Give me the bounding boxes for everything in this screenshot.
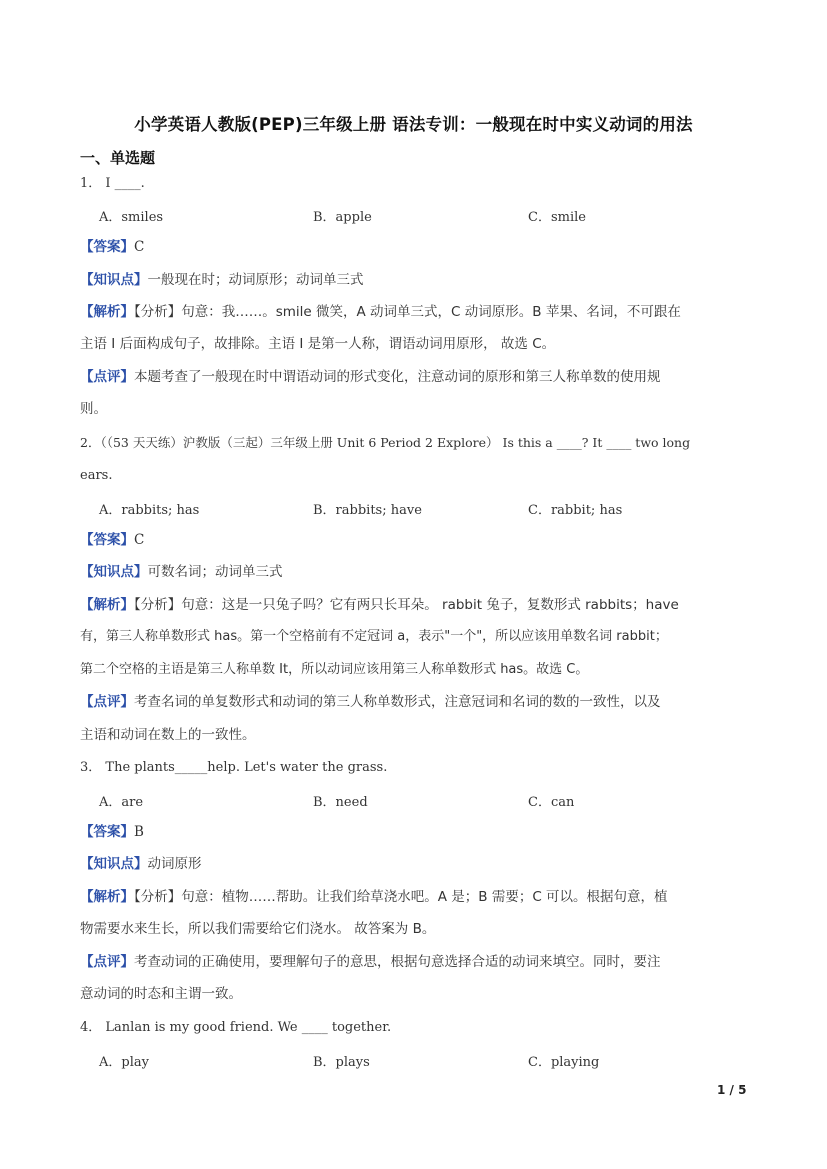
question-3-comment-cont: 意动词的时态和主谓一致。 xyxy=(80,986,242,1002)
question-4-option-c: C．playing xyxy=(528,1055,600,1070)
knowledge-point-label: 【知识点】 xyxy=(80,564,148,580)
answer-label: 【答案】 xyxy=(80,532,134,548)
comment-label: 【点评】 xyxy=(80,369,134,385)
analysis-label: 【解析】 xyxy=(80,597,134,613)
question-3-answer xyxy=(80,822,750,842)
question-2-option-b: B．rabbits; have xyxy=(313,503,422,518)
analysis-text: 【分析】句意：我……。smile 微笑，A 动词单三式，C 动词原形。B 苹果、名词，不可跟在 xyxy=(134,304,681,320)
question-3-knowledge-point xyxy=(80,854,750,874)
question-3-option-a: A．are xyxy=(99,795,144,810)
comment-label: 【点评】 xyxy=(80,954,134,970)
question-3-option-b: B．need xyxy=(313,795,368,810)
question-4-option-a: A．play xyxy=(99,1055,149,1070)
knowledge-point-label: 【知识点】 xyxy=(80,856,148,872)
knowledge-point-label: 【知识点】 xyxy=(80,272,148,288)
question-2-analysis-cont-2: 第二个空格的主语是第三人称单数 It，所以动词应该用第三人称单数形式 has。故选 C。 xyxy=(80,662,589,677)
analysis-label: 【解析】 xyxy=(80,304,134,320)
question-1-analysis-cont: 主语 I 后面构成句子，故排除。主语 I 是第一人称，谓语动词用原形， 故选 C。 xyxy=(80,336,556,352)
answer-value: C xyxy=(134,239,145,255)
question-1-option-a: A．smiles xyxy=(99,210,164,225)
question-1-analysis xyxy=(80,302,750,322)
question-1-stem: 1． I ____. xyxy=(80,176,145,191)
knowledge-point-text: 动词原形 xyxy=(147,856,202,872)
question-2-comment xyxy=(80,692,750,712)
question-2-analysis xyxy=(80,595,750,615)
analysis-label: 【解析】 xyxy=(80,889,134,905)
question-2-answer xyxy=(80,530,750,550)
knowledge-point-text: 一般现在时；动词原形；动词单三式 xyxy=(147,272,364,288)
question-2-option-c: C．rabbit; has xyxy=(528,503,623,518)
question-1-comment-cont: 则。 xyxy=(80,401,107,417)
analysis-text: 【分析】句意：这是一只兔子吗？它有两只长耳朵。 rabbit 兔子，复数形式 rabbits；have xyxy=(134,597,679,613)
question-1-option-b: B．apple xyxy=(313,210,372,225)
comment-text: 考查动词的正确使用，要理解句子的意思，根据句意选择合适的动词来填空。同时，要注 xyxy=(134,954,661,970)
question-3-analysis-cont: 物需要水来生长，所以我们需要给它们浇水。 故答案为 B。 xyxy=(80,921,436,937)
answer-label: 【答案】 xyxy=(80,824,134,840)
question-4-stem: 4． Lanlan is my good friend. We ____ together. xyxy=(80,1020,392,1035)
question-2-analysis-cont: 有，第三人称单数形式 has。第一个空格前有不定冠词 a，表示"一个"，所以应该用单数名词 rabbit； xyxy=(80,629,668,644)
question-3-analysis xyxy=(80,887,750,907)
question-3-option-c: C．can xyxy=(528,795,575,810)
knowledge-point-text: 可数名词；动词单三式 xyxy=(147,564,283,580)
question-2-knowledge-point xyxy=(80,562,750,582)
section-heading: 一、单选题 xyxy=(80,149,156,167)
answer-value: C xyxy=(134,532,145,548)
answer-label: 【答案】 xyxy=(80,239,134,255)
answer-value: B xyxy=(134,824,144,840)
question-2-comment-cont: 主语和动词在数上的一致性。 xyxy=(80,727,256,743)
page-number: 1 / 5 xyxy=(717,1083,747,1097)
question-3-comment xyxy=(80,952,750,972)
comment-text: 本题考查了一般现在时中谓语动词的形式变化，注意动词的原形和第三人称单数的使用规 xyxy=(134,369,661,385)
comment-label: 【点评】 xyxy=(80,694,134,710)
analysis-text: 【分析】句意：植物……帮助。让我们给草浇水吧。A 是；B 需要；C 可以。根据句意，植 xyxy=(134,889,668,905)
question-1-answer xyxy=(80,237,750,257)
question-1-comment xyxy=(80,367,750,387)
question-1-option-c: C．smile xyxy=(528,210,586,225)
question-4-option-b: B．plays xyxy=(313,1055,370,1070)
comment-text: 考查名词的单复数形式和动词的第三人称单数形式，注意冠词和名词的数的一致性，以及 xyxy=(134,694,661,710)
question-2-stem: 2．（（53 天天练）沪教版（三起）三年级上册 Unit 6 Period 2 Explore） Is this a ____? It ____ two long xyxy=(80,435,691,450)
question-2-option-a: A．rabbits; has xyxy=(99,503,200,518)
question-2-stem-cont: ears. xyxy=(80,468,113,483)
page-title: 小学英语人教版(PEP)三年级上册 语法专训：一般现在时中实义动词的用法 xyxy=(134,115,693,134)
question-3-stem: 3． The plants_____help. Let's water the grass. xyxy=(80,760,388,775)
question-1-knowledge-point xyxy=(80,270,750,290)
